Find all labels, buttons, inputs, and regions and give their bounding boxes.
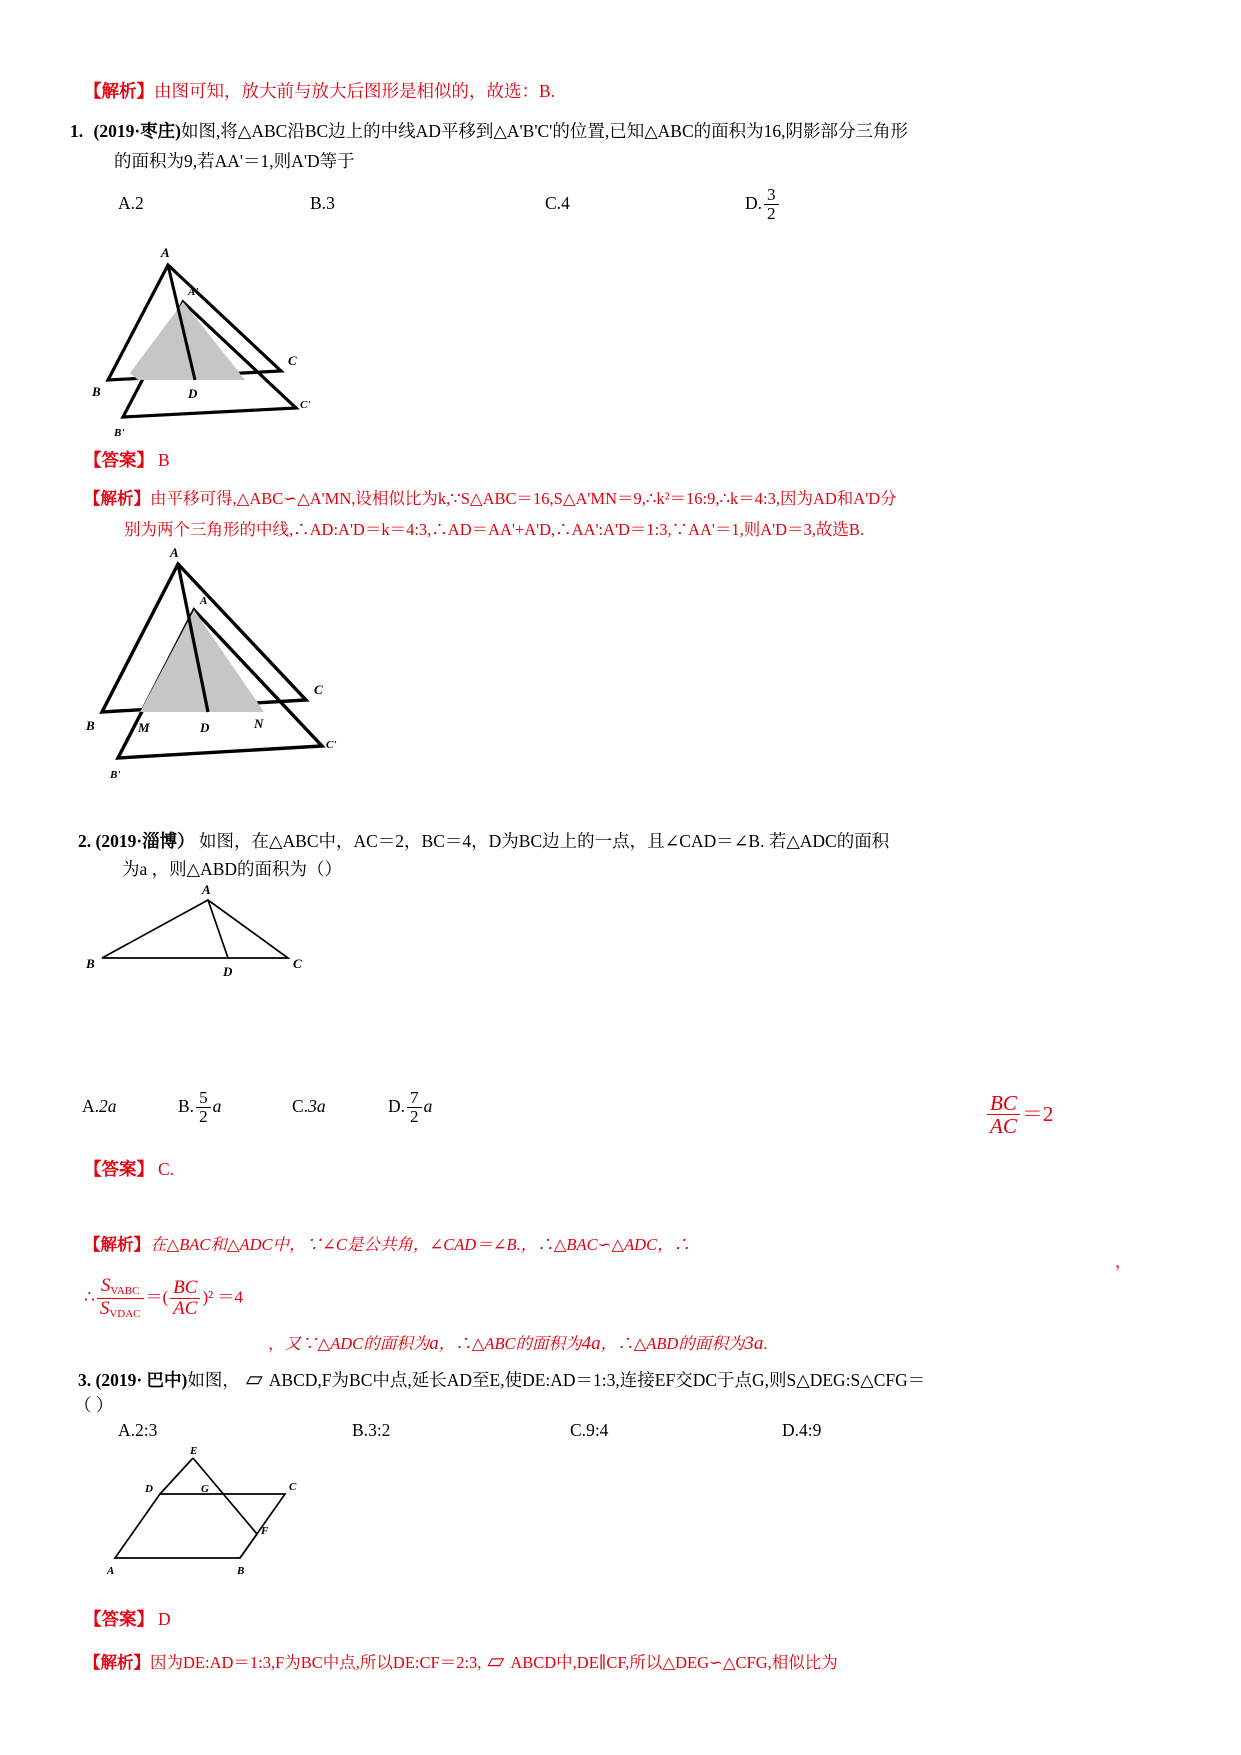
solution-text-before: 因为DE:AD＝1:3,F为BC中点,所以DE:CF＝2:3,	[150, 1653, 482, 1672]
problem1-option-c[interactable]	[545, 193, 570, 214]
problem1-option-a[interactable]	[118, 193, 144, 214]
option-key: D.	[782, 1420, 800, 1440]
problem3-number: 3.	[78, 1370, 92, 1390]
fraction-numerator: 5	[199, 1088, 208, 1107]
answer-tag: 【答案】	[84, 1609, 154, 1629]
comma: ，	[268, 1334, 285, 1353]
problem1-solution-line1	[84, 487, 897, 512]
figure-label-C: C	[314, 682, 323, 697]
solution-tag: 【解析】	[84, 1236, 150, 1254]
option-value: 2	[135, 193, 144, 213]
s-symbol: S	[100, 1275, 111, 1296]
fraction-denominator: 2	[407, 1107, 422, 1126]
problem1-figure-2	[78, 545, 398, 781]
value-3a: 3a	[744, 1333, 764, 1354]
figure-label-F: F	[261, 1525, 269, 1537]
option-fraction	[764, 186, 779, 223]
problem2-stem-text2: 为a ，则△ABD的面积为（）	[122, 859, 343, 879]
problem2-stem-line2	[122, 856, 342, 882]
figure-label-A: A	[107, 1565, 115, 1577]
s-subscript: VABC	[110, 1285, 140, 1297]
fraction-denominator	[97, 1298, 144, 1321]
solution-text1: 由平移可得,△ABC∽△A'MN,设相似比为k,∵S△ABC＝16,S△A'MN＝9,∴k²＝16:9,∴k＝4:3,因为AD和A'D分	[150, 489, 897, 508]
option-key: B.	[178, 1096, 195, 1117]
problem3-option-c[interactable]	[570, 1420, 608, 1441]
problem1-source: (2019·枣庄)	[93, 121, 181, 141]
fraction-numerator	[97, 1276, 144, 1298]
problem1-stem-line1	[70, 118, 908, 144]
option-key: B.	[352, 1420, 369, 1440]
problem3-stem-line1	[78, 1362, 925, 1395]
option-value: 2a	[99, 1096, 117, 1116]
figure-label-A: A	[202, 882, 211, 897]
period: .	[763, 1334, 768, 1353]
option-value: 2:3	[135, 1420, 158, 1440]
problem2-stem-line1	[78, 828, 889, 854]
answer-value: B	[158, 450, 170, 470]
figure-label-A: A	[161, 245, 170, 260]
option-value: 9:4	[586, 1420, 609, 1440]
fraction-denominator: AC	[987, 1114, 1020, 1137]
figure-label-B: B	[86, 718, 95, 733]
problem3-option-a[interactable]	[118, 1420, 157, 1441]
fraction-numerator: 3	[767, 185, 776, 204]
problem2-solution-line2	[84, 1276, 243, 1320]
fraction	[987, 1092, 1020, 1138]
problem1-stem-line2	[114, 148, 355, 174]
figure-label-B-prime: B'	[114, 427, 125, 439]
fraction-bc-ac-2	[170, 1278, 200, 1319]
figure-label-B: B	[86, 956, 95, 971]
solution-tag: 【解析】	[84, 490, 150, 508]
problem3-stem-line2	[74, 1392, 113, 1418]
fraction-denominator: 2	[764, 204, 779, 223]
figure-label-B: B	[237, 1565, 245, 1577]
option-key: D.	[745, 193, 763, 214]
problem3-option-b[interactable]	[352, 1420, 390, 1441]
problem2-stem-text1: 如图，在△ABC中，AC＝2，BC＝4，D为BC边上的一点，且∠CAD＝∠B. 若△ADC的面积	[199, 831, 890, 851]
solution-part1: 在△BAC和△ADC中，∵∠C是公共角，∠CAD＝∠B.，∴△BAC∽△ADC，∴	[150, 1235, 691, 1254]
problem3-figure	[105, 1445, 335, 1578]
problem3-answer	[84, 1606, 171, 1632]
top-solution-line	[84, 78, 555, 104]
fraction-numerator: 7	[410, 1088, 419, 1107]
answer-tag: 【答案】	[84, 1159, 154, 1179]
problem2-solution-fraction-bc-ac	[985, 1092, 1053, 1138]
problem1-stem-text2: 的面积为9,若AA'＝1,则A'D等于	[114, 151, 355, 171]
s-symbol: S	[99, 1297, 110, 1319]
problem1-figure-1	[78, 240, 378, 439]
problem3-option-d[interactable]	[782, 1420, 821, 1441]
option-suffix: a	[423, 1096, 433, 1117]
figure-label-D: D	[200, 720, 210, 735]
figure-label-B-prime: B'	[110, 769, 121, 781]
figure-label-D: D	[145, 1483, 153, 1495]
option-key: C.	[570, 1420, 587, 1440]
problem2-solution-comma1: ，	[1115, 1252, 1132, 1271]
figure-label-A-prime: A'	[200, 595, 211, 607]
solution-tag: 【解析】	[84, 81, 154, 101]
fraction-numerator: BC	[990, 1091, 1017, 1115]
problem2-answer	[84, 1156, 174, 1182]
answer-tag: 【答案】	[84, 450, 154, 470]
problem3-stem-pre: 如图，	[187, 1370, 240, 1390]
option-key: B.	[310, 193, 327, 213]
problem2-option-b[interactable]	[178, 1089, 221, 1126]
fraction-equals: ＝2	[1021, 1102, 1054, 1127]
figure-label-A: A	[170, 545, 179, 560]
option-value: 4	[561, 193, 570, 213]
problem2-solution-line1	[84, 1233, 690, 1258]
figure-label-C: C	[288, 353, 297, 368]
s-subscript: VDAC	[109, 1307, 141, 1320]
equals-paren: ＝(	[145, 1287, 169, 1307]
figure-label-D: D	[188, 386, 198, 401]
value-a: a	[429, 1333, 439, 1354]
solution-part2a: 又∵△ADC的面积为	[284, 1334, 430, 1353]
problem2-solution-line3	[268, 1330, 767, 1355]
answer-value: D	[158, 1609, 171, 1629]
figure-label-D: D	[223, 964, 233, 979]
power-equals: )² ＝4	[202, 1287, 243, 1307]
problem3-source: (2019· 巴中)	[95, 1370, 188, 1390]
option-key: D.	[388, 1096, 406, 1117]
option-key: C.	[292, 1096, 309, 1116]
therefore-symbol: ∴	[84, 1287, 95, 1307]
problem1-solution-line2	[124, 518, 864, 543]
fraction-denominator: AC	[170, 1298, 200, 1319]
option-fraction	[196, 1089, 211, 1126]
solution-text-after: ABCD中,DE∥CF,所以△DEG∽△CFG,相似比为	[510, 1653, 838, 1672]
figure-label-M: M	[138, 720, 150, 735]
answer-value: C.	[158, 1159, 175, 1179]
problem2-option-d[interactable]	[388, 1089, 432, 1126]
figure-label-A-prime: A'	[188, 286, 199, 298]
problem2-option-c[interactable]	[292, 1096, 326, 1117]
figure-label-C-prime: C'	[326, 739, 337, 751]
problem1-option-b[interactable]	[310, 193, 335, 214]
problem1-stem-text1: 如图,将△ABC沿BC边上的中线AD平移到△A'B'C'的位置,已知△ABC的面积为16,阴影部分三角形	[181, 121, 909, 141]
figure-label-N: N	[254, 716, 264, 731]
problem1-number: 1.	[70, 121, 84, 141]
figure-label-E: E	[190, 1445, 198, 1457]
fraction-s-ratio	[97, 1276, 144, 1320]
parallelogram-icon: ▱	[487, 1648, 505, 1673]
option-key: A.	[118, 193, 136, 213]
value-4a: 4a	[581, 1333, 601, 1354]
problem2-source: (2019·淄博）	[95, 831, 195, 851]
fraction-numerator: BC	[173, 1276, 198, 1298]
solution-part2c: ，∴△ABD的面积为	[600, 1334, 745, 1353]
fraction-denominator: 2	[196, 1107, 211, 1126]
problem2-number: 2.	[78, 831, 92, 851]
option-key: A.	[118, 1420, 136, 1440]
problem1-answer	[84, 447, 170, 473]
option-value: 3a	[308, 1096, 326, 1116]
top-solution-text: 由图可知，放大前与放大后图形是相似的，故选：B.	[154, 81, 556, 101]
figure-label-B: B	[92, 384, 101, 399]
figure-label-G: G	[201, 1483, 209, 1495]
option-value: 3:2	[368, 1420, 391, 1440]
problem3-stem-text1: ABCD,F为BC中点,延长AD至E,使DE:AD＝1:3,连接EF交DC于点G,则S△DEG:S△CFG＝	[268, 1370, 926, 1390]
option-value: 3	[326, 193, 335, 213]
problem2-figure	[80, 882, 310, 982]
solution-tag: 【解析】	[84, 1654, 150, 1672]
option-key: A.	[82, 1096, 100, 1116]
problem3-solution-line	[84, 1644, 838, 1677]
problem2-option-a[interactable]	[82, 1096, 117, 1117]
problem1-option-d[interactable]	[745, 186, 781, 223]
problem3-stem-text2: （ ）	[74, 1395, 114, 1415]
option-key: C.	[545, 193, 562, 213]
solution-text2: 别为两个三角形的中线,∴AD:A'D＝k＝4:3,∴AD＝AA'+A'D,∴AA':A'D＝1:3,∵AA'＝1,则A'D＝3,故选B.	[124, 520, 865, 539]
option-suffix: a	[212, 1096, 222, 1117]
option-fraction	[407, 1089, 422, 1126]
parallelogram-icon: ▱	[245, 1366, 263, 1391]
option-value: 4:9	[799, 1420, 822, 1440]
figure-label-C: C	[289, 1481, 297, 1493]
figure-label-C-prime: C'	[300, 399, 311, 411]
solution-part2b: ，∴△ABC的面积为	[438, 1334, 582, 1353]
figure-label-C: C	[293, 956, 302, 971]
